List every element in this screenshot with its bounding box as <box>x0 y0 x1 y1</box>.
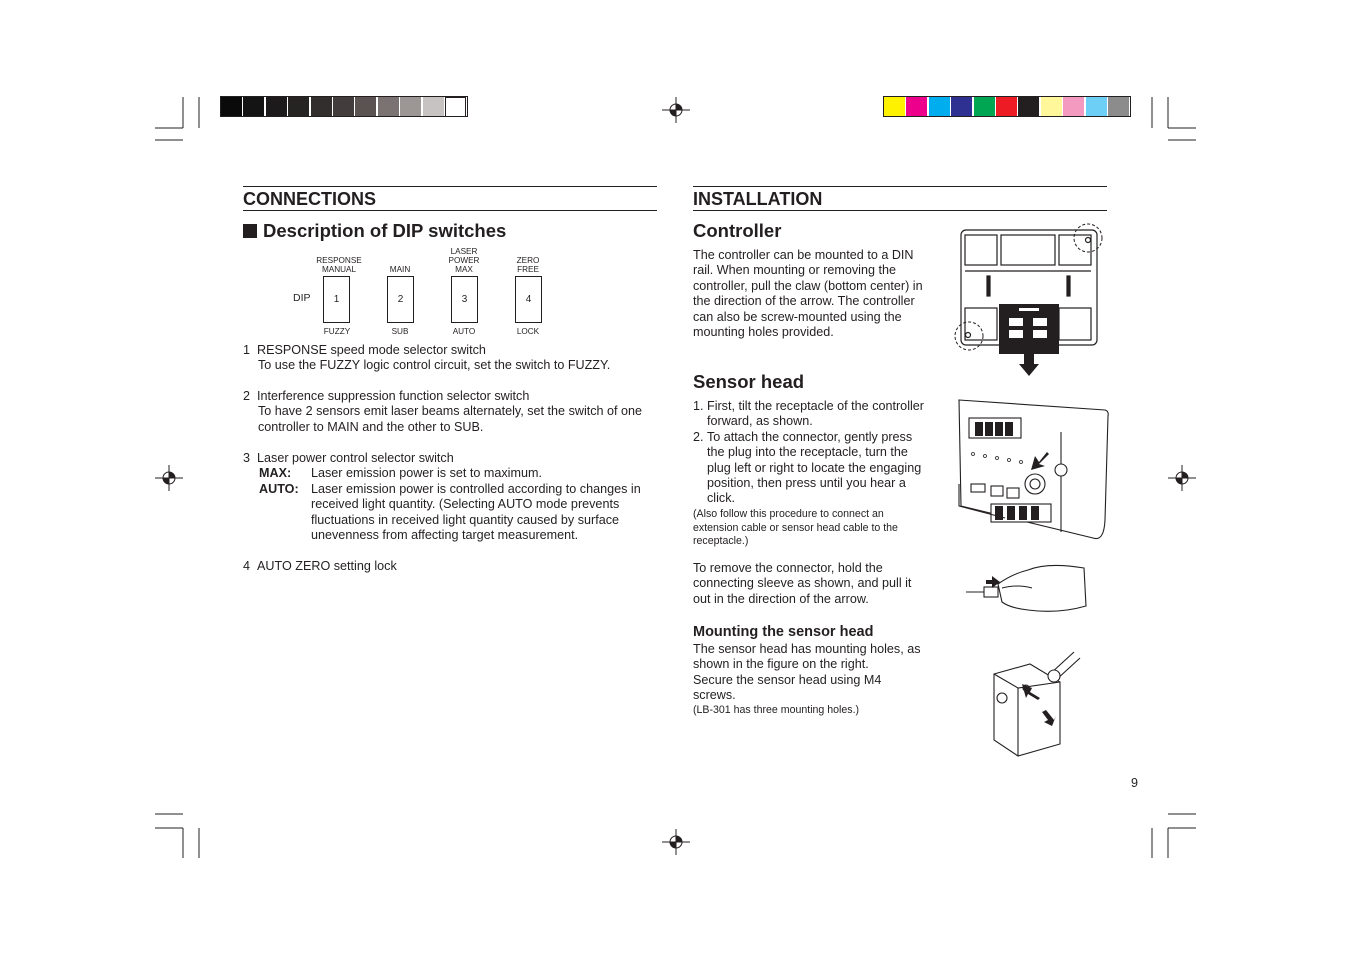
registration-mark-left <box>154 465 184 495</box>
item-number: 2 <box>243 389 251 403</box>
registration-mark-bottom <box>661 829 691 859</box>
connections-bottom-rule <box>243 210 657 211</box>
mounting-text-1: The sensor head has mounting holes, as shown in the figure on the right. <box>693 642 921 672</box>
dip-switch-1 <box>323 276 350 323</box>
controller-text: The controller can be mounted to a DIN rail. When mounting or removing the controller, pull the claw (bottom center) in the direction of the arrow. The controller can also be screw-mounted using the mounting holes provided. <box>693 248 923 340</box>
dip-item-4 <box>243 559 657 574</box>
switch-4-top-label: ZERO FREE <box>516 256 540 274</box>
sensor-head-steps <box>693 399 933 507</box>
dip-switch-3 <box>451 276 478 323</box>
auto-text: Laser emission power is controlled according to changes in received light quantity. (Selecting AUTO mode prevents fluctuations in received light quantity caused by surface unevenness from affecting target measurement. <box>311 481 641 543</box>
max-label: MAX: <box>259 466 292 481</box>
switch-3-number: 3 <box>461 294 468 305</box>
mounting-text-2: Secure the sensor head using M4 screws. <box>693 672 882 703</box>
step-text: To attach the connector, gently press the plug into the receptacle, turn the plug left or right to locate the engaging position, then press until you hear a click. <box>707 429 922 506</box>
installation-title: INSTALLATION <box>693 189 823 209</box>
item-title: AUTO ZERO setting lock <box>257 559 397 573</box>
dip-item-3 <box>243 451 657 543</box>
dip-heading-text: Description of DIP switches <box>263 220 507 241</box>
step-number: 1. <box>693 399 704 413</box>
mounting-text <box>693 642 933 704</box>
step-text: First, tilt the receptacle of the controller forward, as shown. <box>707 399 924 429</box>
installation-bottom-rule <box>693 210 1107 211</box>
max-text: Laser emission power is set to maximum. <box>311 466 542 481</box>
dip-item-2 <box>243 389 657 435</box>
controller-illustration <box>955 222 1105 382</box>
switch-4-number: 4 <box>525 294 532 305</box>
page-number: 9 <box>1131 776 1139 790</box>
switch-2-top-label: MAIN <box>389 265 411 274</box>
dip-heading <box>243 220 506 242</box>
remove-connector-illustration <box>962 558 1092 618</box>
switch-3-top-label: LASER POWER MAX <box>448 247 480 274</box>
switch-2-number: 2 <box>397 294 404 305</box>
sensor-head-mounting-illustration <box>990 648 1090 758</box>
remove-connector-text: To remove the connector, hold the connecting sleeve as shown, and pull it out in the direction of the arrow. <box>693 561 912 606</box>
installation-top-rule <box>693 186 1107 187</box>
item-text: To have 2 sensors emit laser beams alternately, set the switch of one controller to MAIN and the other to SUB. <box>258 404 643 434</box>
item-number: 1 <box>243 343 251 357</box>
switch-1-number: 1 <box>333 294 340 305</box>
dip-label: DIP <box>293 292 311 304</box>
switch-3-bottom-label: AUTO <box>452 327 476 336</box>
switch-1-bottom-label: FUZZY <box>323 327 351 336</box>
mounting-note: (LB-301 has three mounting holes.) <box>693 704 860 716</box>
mounting-heading: Mounting the sensor head <box>693 624 874 640</box>
sensor-head-heading: Sensor head <box>693 371 805 392</box>
dip-item-1 <box>243 343 657 374</box>
item-number: 4 <box>243 559 251 573</box>
switch-2-bottom-label: SUB <box>391 327 409 336</box>
registration-mark-right <box>1167 465 1197 495</box>
dip-switch-2 <box>387 276 414 323</box>
item-number: 3 <box>243 451 251 465</box>
square-bullet-icon <box>243 224 257 238</box>
dip-switch-4 <box>515 276 542 323</box>
item-text: To use the FUZZY logic control circuit, set the switch to FUZZY. <box>258 358 611 373</box>
step-number: 2. <box>693 429 704 444</box>
item-title: RESPONSE speed mode selector switch <box>257 343 486 357</box>
sensor-head-note: (Also follow this procedure to connect an extension cable or sensor head cable to the receptacle.) <box>693 508 898 548</box>
switch-4-bottom-label: LOCK <box>516 327 540 336</box>
connections-title: CONNECTIONS <box>243 189 377 209</box>
controller-heading: Controller <box>693 220 782 241</box>
receptacle-illustration <box>955 392 1115 542</box>
item-title: Interference suppression function selector switch <box>257 389 530 403</box>
registration-mark-top <box>661 97 691 127</box>
connections-top-rule <box>243 186 657 187</box>
auto-label: AUTO: <box>259 481 299 496</box>
item-title: Laser power control selector switch <box>257 451 454 465</box>
switch-1-top-label: RESPONSE MANUAL <box>316 256 362 274</box>
